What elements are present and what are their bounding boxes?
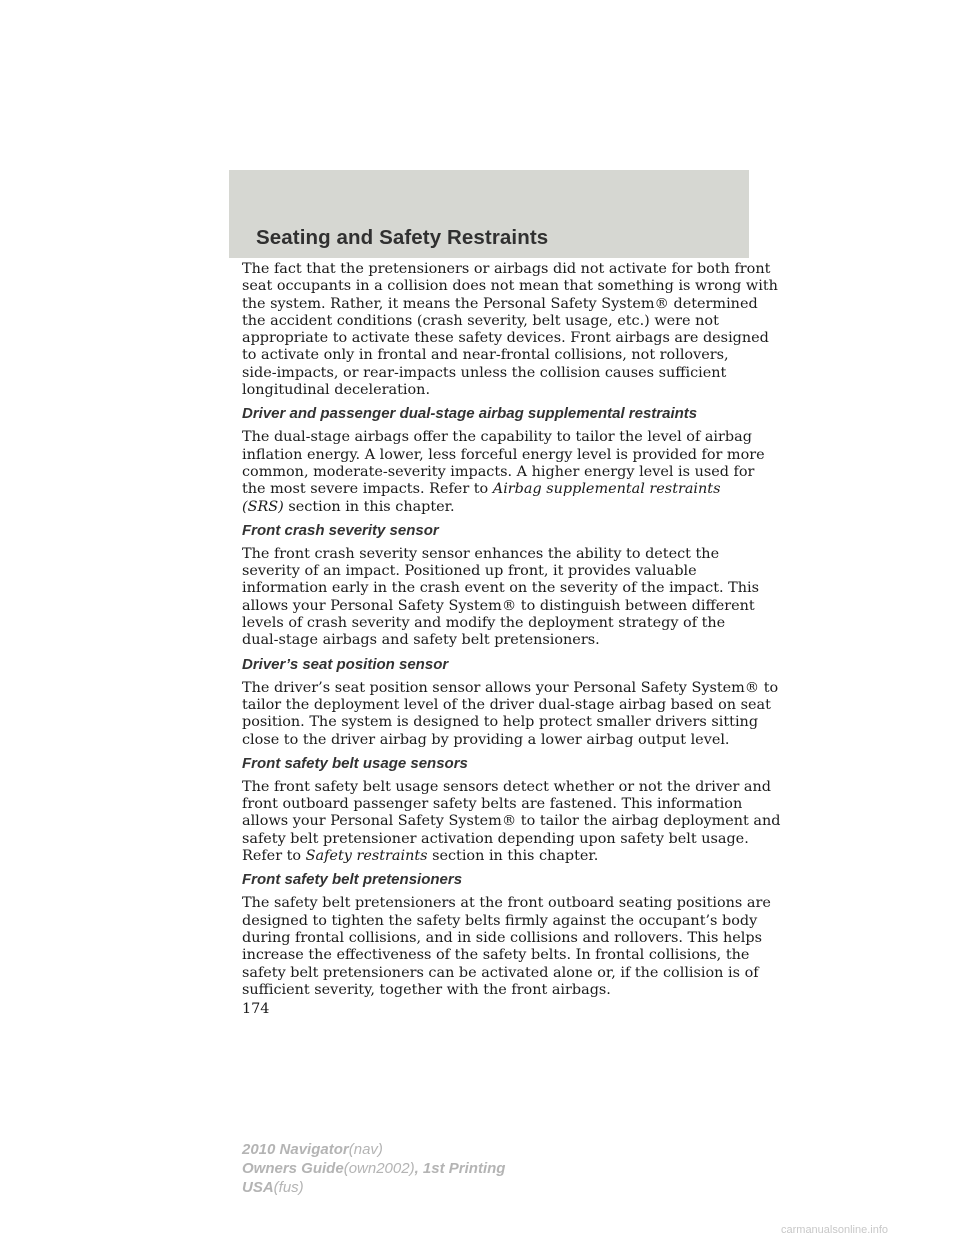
text-run: the most severe impacts. Refer to xyxy=(242,481,493,498)
cross-reference-safety-restraints: Safety restraints xyxy=(305,848,428,865)
heading-belt-pretensioners: Front safety belt pretensioners xyxy=(242,871,463,889)
text-line xyxy=(242,481,762,498)
cross-reference-srs: (SRS) xyxy=(242,498,284,515)
page-content xyxy=(242,261,781,1018)
text-line: allows your Personal Safety System® to distinguish between different xyxy=(242,597,755,614)
text-line: severity of an impact. Positioned up front, it provides valuable xyxy=(242,563,697,580)
text-line: appropriate to activate these safety devices. Front airbags are designed xyxy=(242,330,769,347)
text-line xyxy=(242,499,762,516)
text-run: Refer to xyxy=(242,848,306,865)
cross-reference-airbag-srs: Airbag supplemental restraints xyxy=(492,481,721,498)
text-line: the system. Rather, it means the Personal Safety System® determined xyxy=(242,295,758,312)
footer-guide: Owners Guide xyxy=(242,1160,344,1177)
text-line: tailor the deployment level of the driver dual-stage airbag based on seat xyxy=(242,696,771,713)
footer-line-model xyxy=(242,1140,505,1159)
text-line: The driver’s seat position sensor allows your Personal Safety System® to xyxy=(242,679,779,696)
text-line: seat occupants in a collision does not mean that something is wrong with xyxy=(242,278,778,295)
print-footer xyxy=(242,1140,505,1197)
paragraph-crash-severity-sensor xyxy=(242,546,762,650)
text-line: the accident conditions (crash severity, belt usage, etc.) were not xyxy=(242,312,719,329)
text-line: safety belt pretensioner activation depending upon safety belt usage. xyxy=(242,830,749,847)
heading-crash-severity-sensor: Front crash severity sensor xyxy=(242,521,439,539)
text-run: section in this chapter. xyxy=(427,848,599,865)
text-line: during frontal collisions, and in side collisions and rollovers. This helps xyxy=(242,929,762,946)
text-line: allows your Personal Safety System® to tailor the airbag deployment and xyxy=(242,813,781,830)
text-line: common, moderate-severity impacts. A higher energy level is used for xyxy=(242,463,755,480)
text-line: to activate only in frontal and near-frontal collisions, not rollovers, xyxy=(242,347,729,364)
text-line: side-impacts, or rear-impacts unless the collision causes sufficient xyxy=(242,364,727,381)
footer-printing: , 1st Printing xyxy=(414,1160,506,1177)
footer-model-code: (nav) xyxy=(348,1141,383,1158)
text-line: dual-stage airbags and safety belt pretensioners. xyxy=(242,632,600,649)
paragraph-belt-usage-sensors xyxy=(242,778,781,865)
footer-line-guide xyxy=(242,1159,505,1178)
text-line: sufficient severity, together with the front airbags. xyxy=(242,981,611,998)
footer-guide-code: (own2002) xyxy=(343,1160,415,1177)
text-line: The front safety belt usage sensors detect whether or not the driver and xyxy=(242,778,771,795)
text-line: longitudinal deceleration. xyxy=(242,382,431,399)
text-line xyxy=(242,848,762,865)
page-number: 174 xyxy=(242,1001,270,1018)
heading-belt-usage-sensors: Front safety belt usage sensors xyxy=(242,754,468,772)
paragraph-seat-position-sensor xyxy=(242,679,779,749)
footer-line-region xyxy=(242,1178,505,1197)
text-line: increase the effectiveness of the safety belts. In frontal collisions, the xyxy=(242,947,750,964)
text-line: safety belt pretensioners can be activated alone or, if the collision is of xyxy=(242,964,759,981)
paragraph-activation-note xyxy=(242,261,778,399)
text-line: inflation energy. A lower, less forceful energy level is provided for more xyxy=(242,446,765,463)
section-title: Seating and Safety Restraints xyxy=(256,226,549,249)
text-line: levels of crash severity and modify the deployment strategy of the xyxy=(242,615,726,632)
paragraph-belt-pretensioners xyxy=(242,895,771,999)
text-line: The fact that the pretensioners or airbags did not activate for both front xyxy=(242,261,771,277)
section-header-band xyxy=(229,170,749,258)
site-watermark: carmanualsonline.info xyxy=(781,1224,889,1236)
text-line: position. The system is designed to help protect smaller drivers sitting xyxy=(242,714,759,731)
text-line: designed to tighten the safety belts firmly against the occupant’s body xyxy=(242,912,758,929)
text-line: close to the driver airbag by providing a lower airbag output level. xyxy=(242,731,730,748)
text-line: The front crash severity sensor enhances the ability to detect the xyxy=(242,545,720,562)
footer-model: 2010 Navigator xyxy=(242,1141,349,1158)
text-line: The safety belt pretensioners at the front outboard seating positions are xyxy=(242,895,771,912)
heading-dual-stage-airbags: Driver and passenger dual-stage airbag supplemental restraints xyxy=(242,405,698,423)
footer-region: USA xyxy=(242,1179,274,1196)
heading-seat-position-sensor: Driver’s seat position sensor xyxy=(242,655,449,673)
text-run: section in this chapter. xyxy=(283,498,455,515)
text-line: front outboard passenger safety belts are fastened. This information xyxy=(242,796,743,813)
text-line: information early in the crash event on the severity of the impact. This xyxy=(242,580,760,597)
text-line: The dual-stage airbags offer the capability to tailor the level of airbag xyxy=(242,429,752,446)
footer-region-code: (fus) xyxy=(273,1179,304,1196)
paragraph-dual-stage-airbags xyxy=(242,429,765,515)
